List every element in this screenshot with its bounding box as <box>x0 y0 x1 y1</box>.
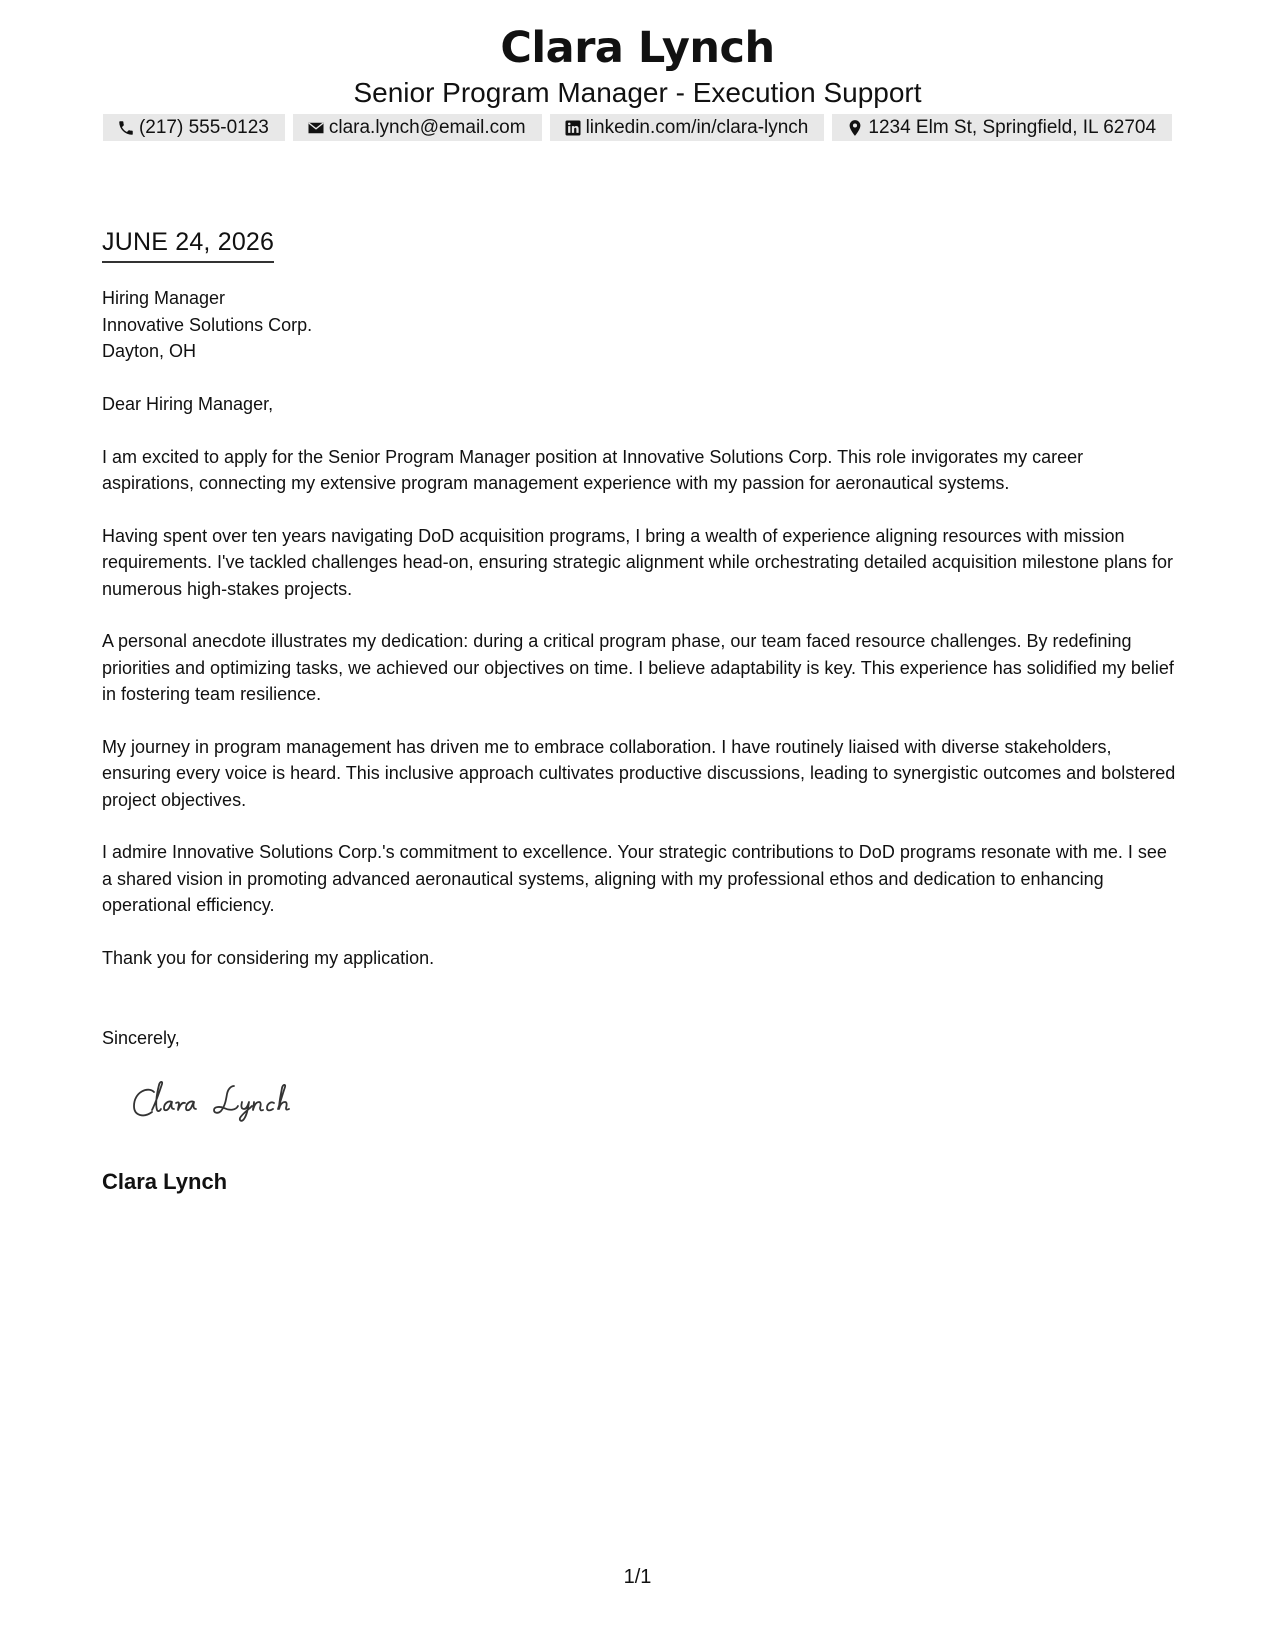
body-paragraph: Thank you for considering my application. <box>102 947 435 968</box>
map-pin-icon <box>846 119 864 137</box>
body-paragraph: I admire Innovative Solutions Corp.'s commitment to excellence. Your strategic contributions to DoD programs resonate with me. I see a shared vision in promoting advanced aeronautical systems, aligning with my professional ethos and dedication to enhancing operational efficiency. <box>102 842 1167 915</box>
body-paragraph: My journey in program management has driven me to embrace collaboration. I have routinely liaised with diverse stakeholders, ensuring every voice is heard. This inclusive approach cultivates productive discussions, leading to synergistic outcomes and bolstered project objectives. <box>102 736 1176 810</box>
recipient-title: Hiring Manager <box>102 288 226 308</box>
phone-icon <box>117 119 135 137</box>
recipient-location: Dayton, OH <box>102 341 197 361</box>
closing: Sincerely, <box>102 1028 180 1048</box>
body-paragraph: A personal anecdote illustrates my dedication: during a critical program phase, our team faced resource challenges. By redefining priorities and optimizing tasks, we achieved our objectives on time. I believe adaptability is key. This experience has solidified my belief in fostering team resilience. <box>102 631 1174 704</box>
letter-header <box>0 22 1275 110</box>
applicant-title: Senior Program Manager - Execution Support <box>353 77 922 108</box>
contact-linkedin[interactable] <box>550 114 825 141</box>
linkedin-text: linkedin.com/in/clara-lynch <box>585 116 809 138</box>
contact-bar <box>0 114 1275 141</box>
phone-text: (217) 555-0123 <box>138 116 269 138</box>
envelope-icon <box>307 119 325 137</box>
salutation: Dear Hiring Manager, <box>102 394 274 414</box>
address-text: 1234 Elm St, Springfield, IL 62704 <box>868 116 1157 138</box>
contact-address[interactable] <box>832 114 1172 141</box>
contact-phone[interactable] <box>103 114 285 141</box>
recipient-block <box>102 285 312 365</box>
handwritten-signature <box>130 1080 330 1130</box>
letter-body <box>102 391 1177 997</box>
recipient-company: Innovative Solutions Corp. <box>102 314 313 335</box>
contact-email[interactable] <box>293 114 542 141</box>
signer-name: Clara Lynch <box>102 1169 228 1194</box>
letter-date: JUNE 24, 2026 <box>102 227 274 263</box>
linkedin-icon <box>564 119 582 137</box>
body-paragraph: Having spent over ten years navigating DoD acquisition programs, I bring a wealth of experience aligning resources with mission requirements. I've tackled challenges head-on, ensuring strategic alignment while orchestrating detailed acquisition milestone plans for numerous high-stakes projects. <box>102 525 1174 599</box>
page-number: 1/1 <box>623 1566 652 1588</box>
email-text: clara.lynch@email.com <box>328 116 526 138</box>
applicant-name: Clara Lynch <box>500 23 775 73</box>
body-paragraph: I am excited to apply for the Senior Program Manager position at Innovative Solutions Corp. This role invigorates my career aspirations, connecting my extensive program management experience with my passion for aeronautical systems. <box>102 446 1084 493</box>
